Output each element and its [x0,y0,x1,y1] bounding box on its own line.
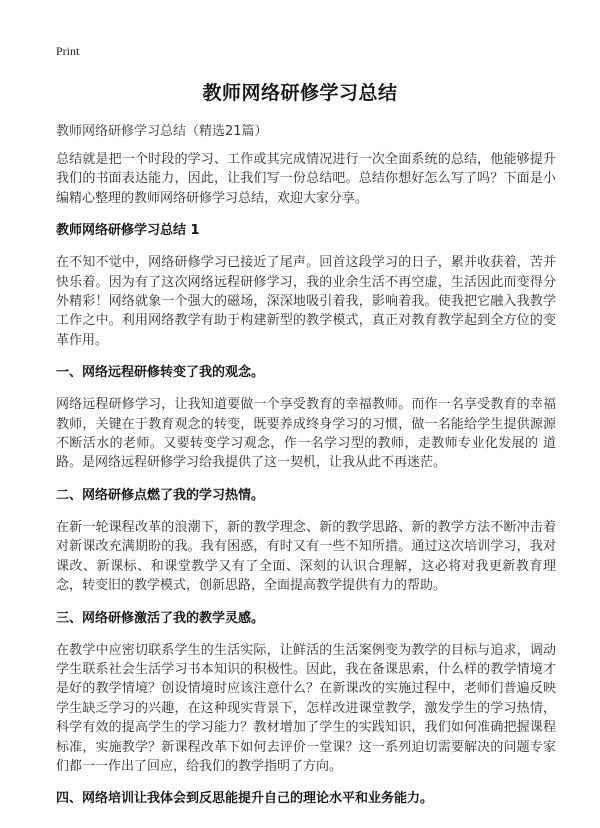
article-heading: 教师网络研修学习总结 1 [56,223,200,239]
section-body-1: 网络远程研修学习，让我知道要做一个享受教育的幸福教师。而作一名享受教育的幸福教师，关键在于教育观念的转变，既要养成终身学习的习惯，做一名能给学生提供源源不断活水的老师。又要转变学习观念，作一名学习型的教师，走教师专业化发展的 道路。是网络远程研修学习给我提供了这一契机，让我从此不再迷茫。 [56,397,556,471]
section-body-2: 在新一轮课程改革的浪潮下，新的教学理念、新的教学思路、新的教学方法不断冲击着对新课改充满期盼的我。我有困惑，有时又有一些不知所措。通过这次培训学习，我对课改、新课标、和课堂教学又有了全面、深刻的认识合理解，这必将对我更新教育理念，转变旧的教学模式，创新思路，全面提高教学提供有力的帮助。 [56,519,556,594]
section-body-3: 在教学中应密切联系学生的生活实际，让鲜活的生活案例变为教学的目标与追求，调动学生联系社会生活学习书本知识的积极性。因此，我在备课思索，什么样的教学情境才是好的教学情境？创设情境时应该注意什么？在新课改的实施过程中，老师们普遍反映学生缺乏学习的兴趣，在这种现实背景下，怎样改进课堂教学，激发学生的学习热情，科学有效的提高学生的学习能力？教材增加了学生的实践知识，我们如何准确把握课程标准，实施教学？新课程改革下如何去评价一堂课？这一系列迫切需要解决的问题专家们都一一作出了回应，给我们的教学指明了方向。 [56,642,556,774]
section-heading-3: 三、网络研修激活了我的教学灵感。 [56,610,265,626]
document-body [56,150,556,808]
document-subtitle: 教师网络研修学习总结（精选21篇） [56,124,268,139]
print-link[interactable]: Print [56,44,80,58]
intro-paragraph: 总结就是把一个时段的学习、工作或其完成情况进行一次全面系统的总结，他能够提升我们的书面表达能力，因此，让我们写一份总结吧。总结你想好怎么写了吗？下面是小编精心整理的教师网络研修学习总结，欢迎大家分享。 [56,152,556,206]
article-opening-paragraph: 在不知不觉中，网络研修学习已接近了尾声。回首这段学习的日子，累并收获着，苦并快乐着。因为有了这次网络远程研修学习，我的业余生活不再空虚，生活因此而变得分外精彩！网络就象一个强大的磁场，深深地吸引着我，影响着我。使我把它融入我教学工作之中。利用网络教学有助于构建新型的教学模式，真正对教育教学起到全方位的变革作用。 [56,255,556,348]
section-heading-2: 二、网络研修点燃了我的学习热情。 [56,487,265,503]
section-heading-4: 四、网络培训让我体会到反思能提升自己的理论水平和业务能力。 [56,791,434,807]
section-heading-1: 一、网络远程研修转变了我的观念。 [56,365,265,381]
document-title: 教师网络研修学习总结 [202,82,398,104]
